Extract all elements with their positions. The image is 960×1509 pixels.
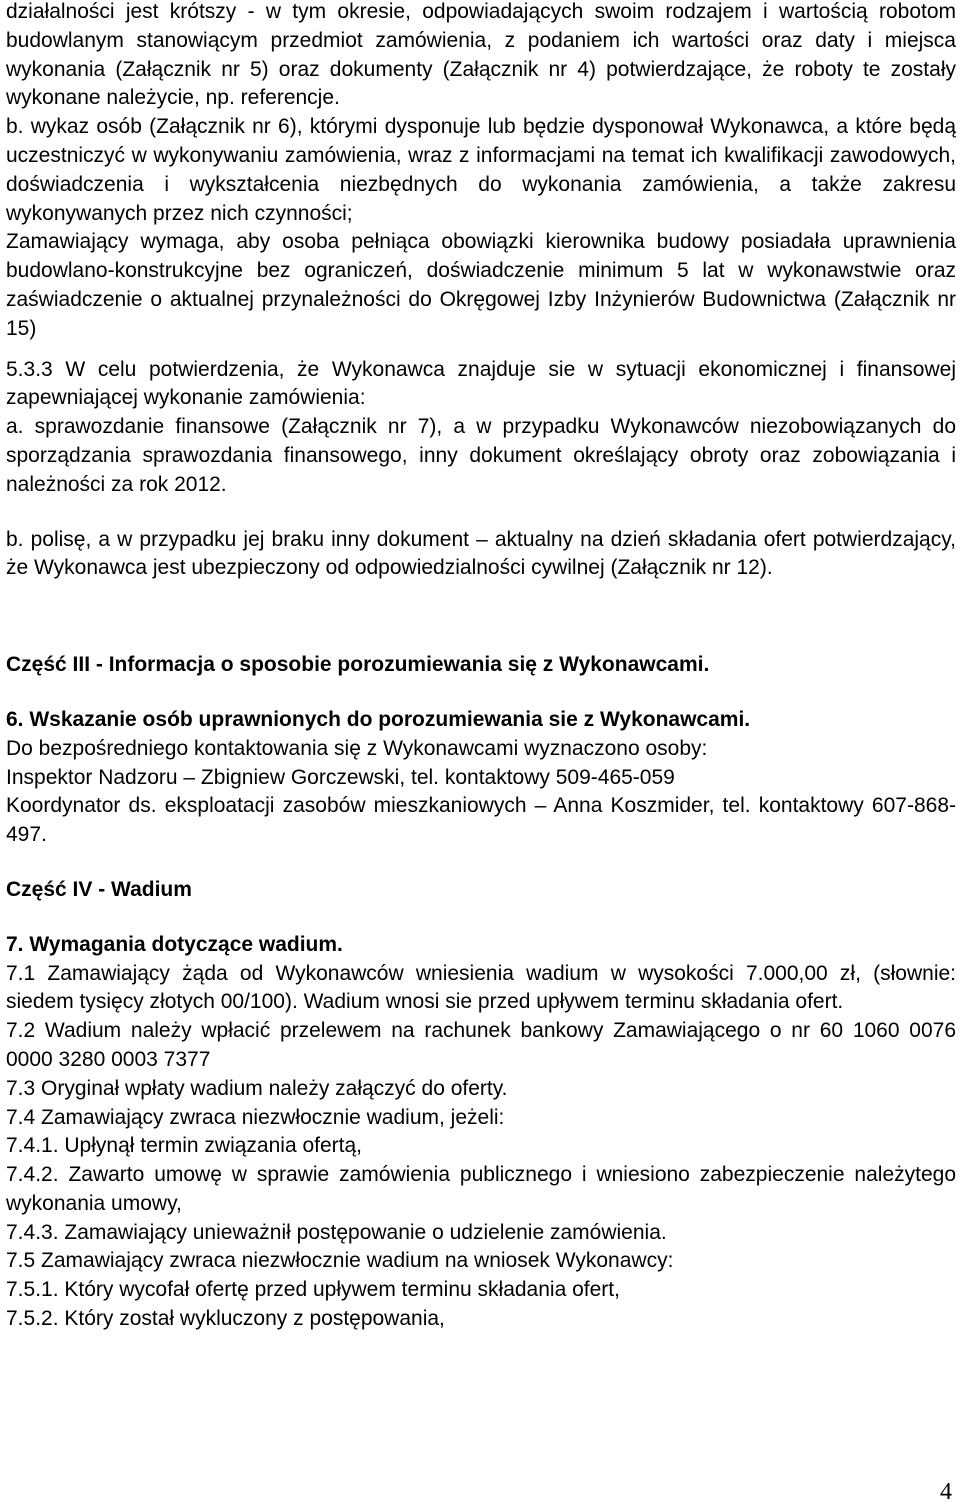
paragraph-7-4-1: 7.4.1. Upłynął termin związania ofertą, bbox=[6, 1134, 363, 1158]
paragraph-references: działalności jest krótszy - w tym okresie, odpowiadających swoim rodzajem i wartością robotom budowlanym stanowiącym przedmiot zamówienia, z podaniem ich wartości oraz daty i miejsca wykonania (Załącznik nr 5) oraz dokumenty (Załącznik nr 4) potwierdzające, że roboty te zostały wykonane należycie, np. referencje. bbox=[6, 0, 956, 110]
document-page bbox=[6, 0, 956, 1334]
paragraph-insurance-policy: b. polisę, a w przypadku jej braku inny dokument – aktualny na dzień składania ofert potwierdzający, że Wykonawca jest ubezpieczony od odpowiedzialności cywilnej (Załącznik nr 12). bbox=[6, 527, 956, 580]
paragraph-7-5-2: 7.5.2. Który został wykluczony z postępowania, bbox=[6, 1307, 445, 1331]
paragraph-5-3-3: 5.3.3 W celu potwierdzenia, że Wykonawca znajduje sie w sytuacji ekonomicznej i finansowej zapewniającej wykonanie zamówienia: bbox=[6, 357, 956, 410]
paragraph-7-3: 7.3 Oryginał wpłaty wadium należy załączyć do oferty. bbox=[6, 1076, 508, 1100]
paragraph-7-5: 7.5 Zamawiający zwraca niezwłocznie wadium na wniosek Wykonawcy: bbox=[6, 1249, 674, 1273]
spacer bbox=[6, 680, 956, 706]
paragraph-site-manager-requirements: Zamawiający wymaga, aby osoba pełniąca obowiązki kierownika budowy posiadała uprawnienia budowlano-konstrukcyjne bez ograniczeń, doświadczenie minimum 5 lat w wykonawstwie oraz zaświadczenie o aktualnej przynależności do Okręgowej Izby Inżynierów Budownictwa (Załącznik nr 15) bbox=[6, 230, 956, 340]
section-heading-part-3: Część III - Informacja o sposobie porozumiewania się z Wykonawcami. bbox=[6, 653, 710, 677]
paragraph-7-4-2: 7.4.2. Zawarto umowę w sprawie zamówienia publicznego i wniesiono zabezpieczenie należytego wykonania umowy, bbox=[6, 1163, 956, 1215]
paragraph-7-4: 7.4 Zamawiający zwraca niezwłocznie wadium, jeżeli: bbox=[6, 1105, 505, 1129]
paragraph-staff-list: b. wykaz osób (Załącznik nr 6), którymi dysponuje lub będzie dysponował Wykonawca, a które będą uczestniczyć w wykonywaniu zamówienia, wraz z informacjami na temat ich kwalifikacji zawodowych, doświadczenia i wykształcenia niezbędnych do wykonania zamówienia, a także zakresu wykonywanych przez nich czynności; bbox=[6, 115, 956, 225]
spacer bbox=[6, 905, 956, 931]
subsection-heading-7: 7. Wymagania dotyczące wadium. bbox=[6, 932, 343, 956]
section-heading-part-4: Część IV - Wadium bbox=[6, 877, 192, 901]
paragraph-7-2: 7.2 Wadium należy wpłacić przelewem na rachunek bankowy Zamawiającego o nr 60 1060 0076 0000 3280 0003 7377 bbox=[6, 1019, 956, 1071]
subsection-heading-6: 6. Wskazanie osób uprawnionych do porozumiewania sie z Wykonawcami. bbox=[6, 707, 751, 731]
paragraph-contact-inspector: Inspektor Nadzoru – Zbigniew Gorczewski, tel. kontaktowy 509-465-059 bbox=[6, 765, 675, 789]
spacer bbox=[6, 500, 956, 526]
paragraph-contact-intro: Do bezpośredniego kontaktowania się z Wykonawcami wyznaczono osoby: bbox=[6, 736, 708, 760]
paragraph-7-5-1: 7.5.1. Który wycofał ofertę przed upływem terminu składania ofert, bbox=[6, 1278, 620, 1302]
paragraph-financial-statement: a. sprawozdanie finansowe (Załącznik nr 7), a w przypadku Wykonawców niezobowiązanych do sporządzania sprawozdania finansowego, inny dokument określający obroty oraz zobowiązania i należności za rok 2012. bbox=[6, 415, 956, 496]
spacer bbox=[6, 850, 956, 876]
spacer bbox=[6, 344, 956, 356]
paragraph-7-4-3: 7.4.3. Zamawiający unieważnił postępowanie o udzielenie zamówienia. bbox=[6, 1220, 667, 1244]
paragraph-contact-coordinator: Koordynator ds. eksploatacji zasobów mieszkaniowych – Anna Koszmider, tel. kontaktowy 607-868-497. bbox=[6, 794, 956, 847]
paragraph-7-1: 7.1 Zamawiający żąda od Wykonawców wniesienia wadium w wysokości 7.000,00 zł, (słownie: siedem tysięcy złotych 00/100). Wadium wnosi sie przed upływem terminu składania ofert. bbox=[6, 961, 956, 1014]
page-number: 4 bbox=[940, 1479, 952, 1505]
spacer bbox=[6, 583, 956, 651]
